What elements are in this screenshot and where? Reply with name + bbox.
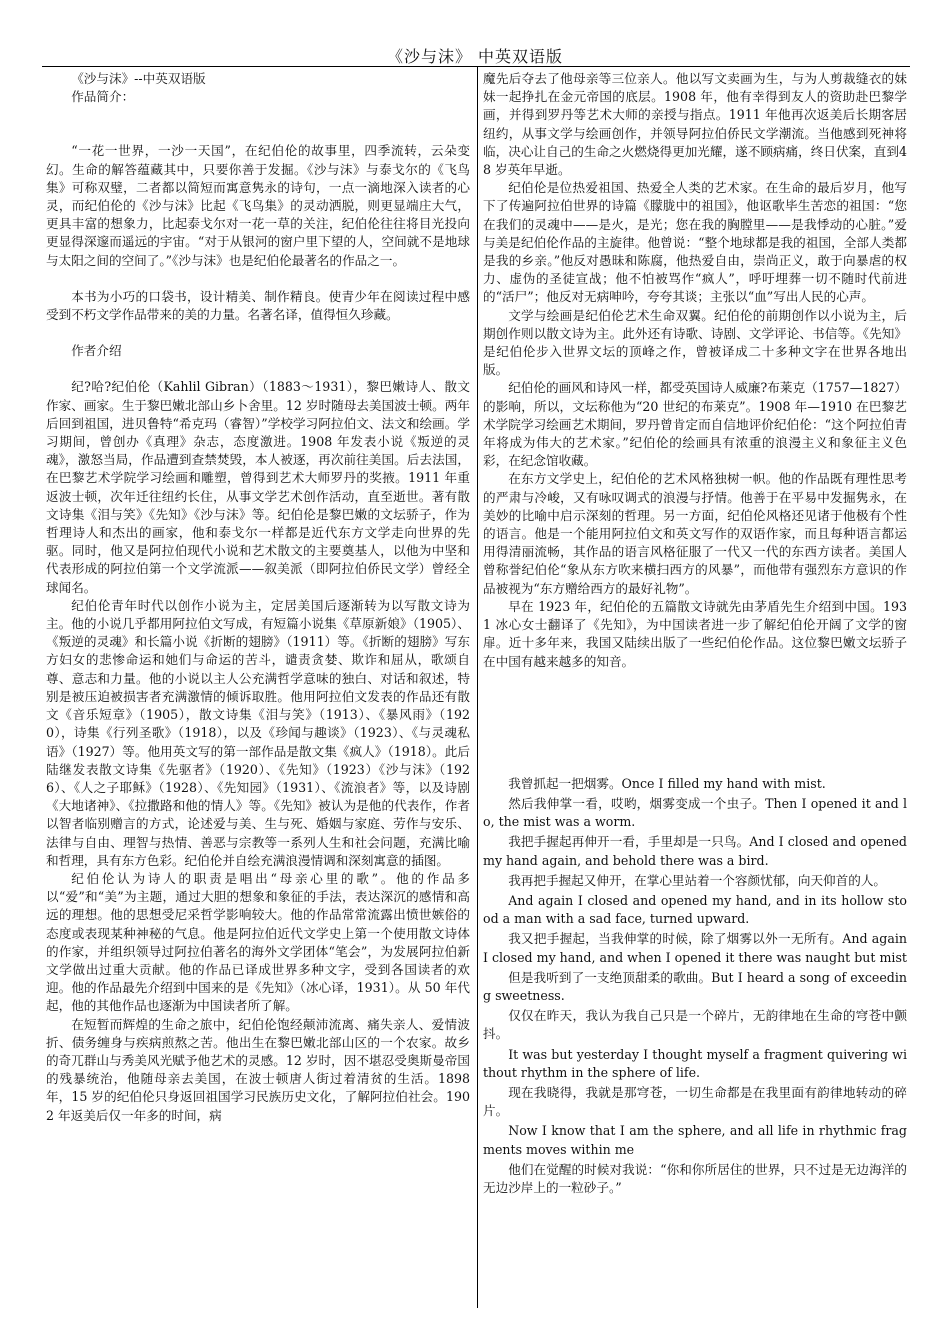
verse-line: It was but yesterday I thought myself a fragment quivering without rhythm in the sphere of life. bbox=[483, 1046, 907, 1080]
verse-line: 仅仅在昨天，我认为我自己只是一个碎片，无韵律地在生命的穹苍中颤抖。 bbox=[483, 1008, 907, 1042]
spacer bbox=[46, 106, 470, 142]
author-paragraph-continued: 魔先后夺去了他母亲等三位亲人。他以写文卖画为生，与为人剪裁缝衣的妹妹一起挣扎在金元帝国的底层。1908 年，他有幸得到友人的资助赴巴黎学画，并得到罗丹等艺术大师的亲授与指点。1911 年他再次返美后长期客居纽约，从事文学与绘画创作，并领导阿拉伯侨民文学潮流。当他感到死神将临，决心让自己的生命之火燃烧得更加光耀，遂不顾病痛，终日伏案，直到48 岁英年早逝。 bbox=[483, 71, 907, 178]
bilingual-excerpt bbox=[483, 775, 907, 1197]
verse-line: Now I know that I am the sphere, and all life in rhythmic fragments moves within me bbox=[483, 1123, 907, 1157]
author-paragraph: 纪伯伦的画风和诗风一样，都受英国诗人威廉?布莱克（1757—1827）的影响，所以，文坛称他为“20 世纪的布莱克”。1908 年—1910 在巴黎艺术学院学习绘画艺术期间，罗丹曾肯定而自信地评价纪伯伦：“这个阿拉伯青年将成为伟大的艺术家。”纪伯伦的绘画具有浓重的浪漫主义和象征主义色彩，在纪念馆收藏。 bbox=[483, 380, 907, 469]
verse-line: 我曾抓起一把烟雾。Once I filled my hand with mist. bbox=[508, 775, 826, 791]
verse-line: 我又把手握起，当我伸掌的时候，除了烟雾以外一无所有。And again I closed my hand, and when I opened it there was naught but mist bbox=[483, 931, 907, 965]
document-title: 《沙与沫》--中英双语版 bbox=[71, 71, 206, 86]
verse-line: 我再把手握起又伸开，在掌心里站着一个容颜忧郁，向天仰首的人。 bbox=[508, 872, 886, 888]
page-header-title: 《沙与沫》 中英双语版 bbox=[386, 47, 564, 66]
intro-paragraph: “一花一世界，一沙一天国”，在纪伯伦的故事里，四季流转，云朵变幻。生命的解答蕴藏其中，只要你善于发掘。《沙与沫》与泰戈尔的《飞鸟集》可称双璧，二者都以简短而寓意隽永的诗句，一点一滴地深入读者的心灵，而纪伯伦的《沙与沫》比起《飞鸟集》的灵动洒脱，则更显端庄大气，更具丰富的想象力，比起泰戈尔对一花一草的关注，纪伯伦往往将目光投向更显得深邃而遥远的宇宙。“对于从银河的窗户里下望的人，空间就不是地球与太阳之间的空间了。”《沙与沫》也是纪伯伦最著名的作品之一。 bbox=[46, 143, 470, 268]
author-paragraph: 纪伯伦是位热爱祖国、热爱全人类的艺术家。在生命的最后岁月，他写下了传遍阿拉伯世界的诗篇《朦胧中的祖国》，他讴歌毕生苦恋的祖国：“您在我们的灵魂中——是火，是光；您在我的胸膛里——是我悸动的心脏。”爱与美是纪伯伦作品的主旋律。他曾说：“整个地球都是我的祖国，全部人类都是我的乡亲。”他反对愚昧和陈腐，他热爱自由，崇尚正义，敢于向暴虐的权力、虚伪的圣徒宣战；他不怕被骂作“疯人”，呼吁埋葬一切不随时代前进的“活尸”；他反对无病呻吟，夸夸其谈；主张以“血”写出人民的心声。 bbox=[483, 180, 907, 305]
intro-paragraph: 本书为小巧的口袋书，设计精美、制作精良。使青少年在阅读过程中感受到不朽文学作品带来的美的力量。名著名译，值得恒久珍藏。 bbox=[46, 288, 470, 323]
author-paragraph: 在东方文学史上，纪伯伦的艺术风格独树一帜。他的作品既有理性思考的严肃与冷峻，又有咏叹调式的浪漫与抒情。他善于在平易中发掘隽永，在美妙的比喻中启示深刻的哲理。另一方面，纪伯伦风格还见诸于他极有个性的语言。他是一个能用阿拉伯文和英文写作的双语作家，而且每种语言都运用得清丽流畅，其作品的语言风格征服了一代又一代的东西方读者。美国人曾称誉纪伯伦“象从东方吹来横扫西方的风暴”，而他带有强烈东方意识的作品被视为“东方赠给西方的最好礼物”。 bbox=[483, 471, 907, 596]
verse-line: And again I closed and opened my hand, and in its hollow stood a man with a sad face, turned upward. bbox=[483, 892, 907, 927]
header-rule bbox=[42, 66, 910, 67]
author-heading: 作者介绍 bbox=[71, 343, 122, 359]
spacer bbox=[46, 360, 470, 378]
intro-heading: 作品简介： bbox=[71, 89, 135, 105]
spacer bbox=[46, 324, 470, 342]
verse-line: 我把手握起再伸开一看，手里却是一只鸟。And I closed and opened my hand again, and behold there was a bird. bbox=[483, 834, 907, 868]
author-paragraph: 纪?哈?纪伯伦（Kahlil Gibran）（1883～1931），黎巴嫩诗人、散文作家、画家。生于黎巴嫩北部山乡卜舍里。12 岁时随母去美国波士顿。两年后回到祖国，进贝鲁特“希克玛（睿智）”学校学习阿拉伯文、法文和绘画。学习期间，曾创办《真理》杂志，态度激进。1908 年发表小说《叛逆的灵魂》，激怒当局，作品遭到查禁焚毁，本人被逐，再次前往美国。后去法国，在巴黎艺术学院学习绘画和雕塑，曾得到艺术大师罗丹的奖掖。1911 年重返波士顿，次年迁往纽约长住，从事文学艺术创作活动，直至逝世。著有散文诗集《泪与笑》《先知》《沙与沫》等。纪伯伦是黎巴嫩的文坛骄子，作为哲理诗人和杰出的画家，他和泰戈尔一样都是近代东方文学走向世界的先驱。同时，他又是阿拉伯现代小说和艺术散文的主要奠基人，以他为中坚和代表形成的阿拉伯第一个文学流派——叙美派（即阿拉伯侨民文学）曾经全球闻名。 bbox=[46, 379, 470, 595]
author-paragraph: 早在 1923 年，纪伯伦的五篇散文诗就先由茅盾先生介绍到中国。1931 冰心女士翻译了《先知》，为中国读者进一步了解纪伯伦开阔了文学的窗扉。近十多年来，我国又陆续出版了一些纪伯伦作品。这位黎巴嫩文坛骄子在中国有越来越多的知音。 bbox=[483, 598, 907, 669]
author-paragraph: 纪伯伦青年时代以创作小说为主，定居美国后逐渐转为以写散文诗为主。他的小说几乎都用阿拉伯文写成，有短篇小说集《草原新娘》（1905）、《叛逆的灵魂》和长篇小说《折断的翅膀》（1911）等。《折断的翅膀》写东方妇女的悲惨命运和她们与命运的苦斗，谴责贪婪、欺诈和屈从，歌颂自尊、意志和力量。他的小说以主人公充满哲学意味的独白、对话和叙述，特别是被压迫被损害者充满激情的倾诉取胜。他用阿拉伯文发表的作品还有散文《音乐短章》（1905），散文诗集《泪与笑》（1913）、《暴风雨》（1920），诗集《行列圣歌》（1918），以及《珍闻与趣谈》（1923）、《与灵魂私语》（1927）等。他用英文写的第一部作品是散文集《疯人》（1918）。此后陆继发表散文诗集《先驱者》（1920）、《先知》（1923）《沙与沫》（1926）、《人之子耶稣》（1928）、《先知园》（1931）、《流浪者》等，以及诗剧《大地诸神》、《拉撒路和他的情人》等。《先知》被认为是他的代表作，作者以智者临别赠言的方式，论述爱与美、生与死、婚姻与家庭、劳作与安乐、法律与自由、理智与热情、善恶与宗教等一系列人生和社会问题，充满比喻和哲理，具有东方色彩。纪伯伦并自绘充满浪漫情调和深刻寓意的插图。 bbox=[46, 597, 470, 868]
verse-line: 现在我晓得，我就是那穹苍，一切生命都是在我里面有韵律地转动的碎片。 bbox=[483, 1084, 907, 1119]
verse-line: 但是我听到了一支绝顶甜柔的歌曲。But I heard a song of exceeding sweetness. bbox=[483, 969, 907, 1003]
verse-line: 然后我伸掌一看，哎哟，烟雾变成一个虫子。Then I opened it and lo, the mist was a worm. bbox=[483, 795, 907, 830]
spacer bbox=[46, 270, 470, 288]
author-paragraph: 在短暂而辉煌的生命之旅中，纪伯伦饱经颠沛流离、痛失亲人、爱情波折、债务缠身与疾病煎熬之苦。他出生在黎巴嫩北部山区的一个农家。故乡的奇兀群山与秀美风光赋予他艺术的灵感。12 岁时，因不堪忍受奥斯曼帝国的残暴统治，他随母亲去美国，在波士顿唐人街过着清贫的生活。1898 年，15 岁的纪伯伦只身返回祖国学习民族历史文化，了解阿拉伯社会。1902 年返美后仅一年多的时间，病 bbox=[46, 1016, 470, 1123]
author-paragraph: 文学与绘画是纪伯伦艺术生命双翼。纪伯伦的前期创作以小说为主，后期创作则以散文诗为主。此外还有诗歌、诗剧、文学评论、书信等。《先知》是纪伯伦步入世界文坛的顶峰之作，曾被译成二十多种文字在世界各地出版。 bbox=[483, 307, 907, 378]
verse-line: 他们在觉醒的时候对我说：“你和你所居住的世界，只不过是无边海洋的无边沙岸上的一粒砂子。” bbox=[483, 1161, 907, 1195]
author-paragraph: 纪伯伦认为诗人的职责是唱出“母亲心里的歌”。他的作品多以“爱”和“美”为主题，通过大胆的想象和象征的手法，表达深沉的感情和高远的理想。他的思想受尼采哲学影响较大。他的作品常常流露出愤世嫉俗的态度或表现某种神秘的气息。他是阿拉伯近代文学史上第一个使用散文诗体的作家，并组织领导过阿拉伯著名的海外文学团体“笔会”，为发展阿拉伯新文学做出过重大贡献。他的作品已译成世界多种文字，受到各国读者的欢迎。他的作品最先介绍到中国来的是《先知》（冰心译，1931）。从 50 年代起，他的其他作品也逐渐为中国读者所了解。 bbox=[46, 870, 470, 1014]
right-column bbox=[483, 70, 907, 1308]
left-column bbox=[46, 70, 470, 1308]
column-divider bbox=[477, 66, 478, 1308]
